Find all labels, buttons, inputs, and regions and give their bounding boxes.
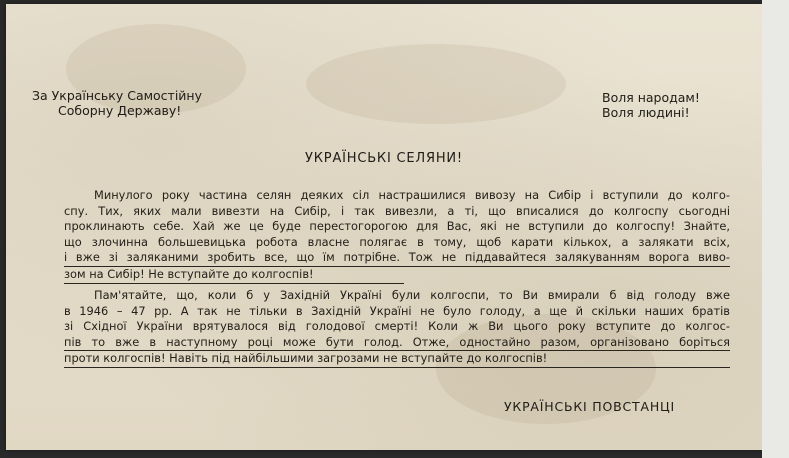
slogan-right [602,90,700,120]
leaflet-page [6,4,762,450]
paragraph-line: і вже зі заляканими зробить все, що їм потрібне. Тож не піддавайтеся залякуванням ворога виво- [64,250,730,267]
slogan-left-line1: За Українську Самостійну [32,88,203,103]
background-strip [762,0,789,458]
slogan-right-line2: Воля людині! [602,105,690,120]
paragraph-line: що злочинна большевицька робота власне полягає в тому, щоб карати кількох, а залякати всіх, [64,234,730,249]
paragraph-line: пів то вже в наступному році може бути голод. Отже, одностайно разом, організовано боріться [64,335,730,352]
paragraph-line: Минулого року частина селян деяких сіл настрашилися вивозу на Сибір і вступили до колго- [94,188,730,202]
paragraph-line: спу. Тих, яких мали вивезти на Сибір, і так вивезли, а ті, що вписалися до колгоспу сьогодні [64,203,730,218]
slogan-left-line2: Соборну Державу! [58,103,182,118]
paragraph-2 [64,288,730,368]
signature: УКРАЇНСЬКІ ПОВСТАНЦІ [504,399,676,414]
page-title: УКРАЇНСЬКІ СЕЛЯНИ! [305,151,463,166]
paragraph-line: зом на Сибір! Не вступайте до колгоспів! [64,267,404,284]
paragraph-line: проклинають себе. Хай же це буде перестогорогою для Вас, які не вступили до колгоспу! Знайте, [64,219,730,234]
paper-stain [306,44,566,124]
paragraph-1 [64,188,730,284]
paragraph-line: в 1946 – 47 рр. А так не тільки в Західній Україні не було голоду, а ще й скільки наших братів [64,303,730,318]
slogan-left [32,88,202,118]
paragraph-line: зі Східної України врятувалося від голодової смерті! Коли ж Ви цього року вступите до колгос- [64,319,730,334]
slogan-right-line1: Воля народам! [602,90,700,105]
paragraph-line: Пам'ятайте, що, коли б у Західній Україні були колгоспи, то Ви вмирали б від голоду вже [94,288,730,302]
paragraph-line: проти колгоспів! Навіть під найбільшими загрозами не вступайте до колгоспів! [64,351,730,368]
